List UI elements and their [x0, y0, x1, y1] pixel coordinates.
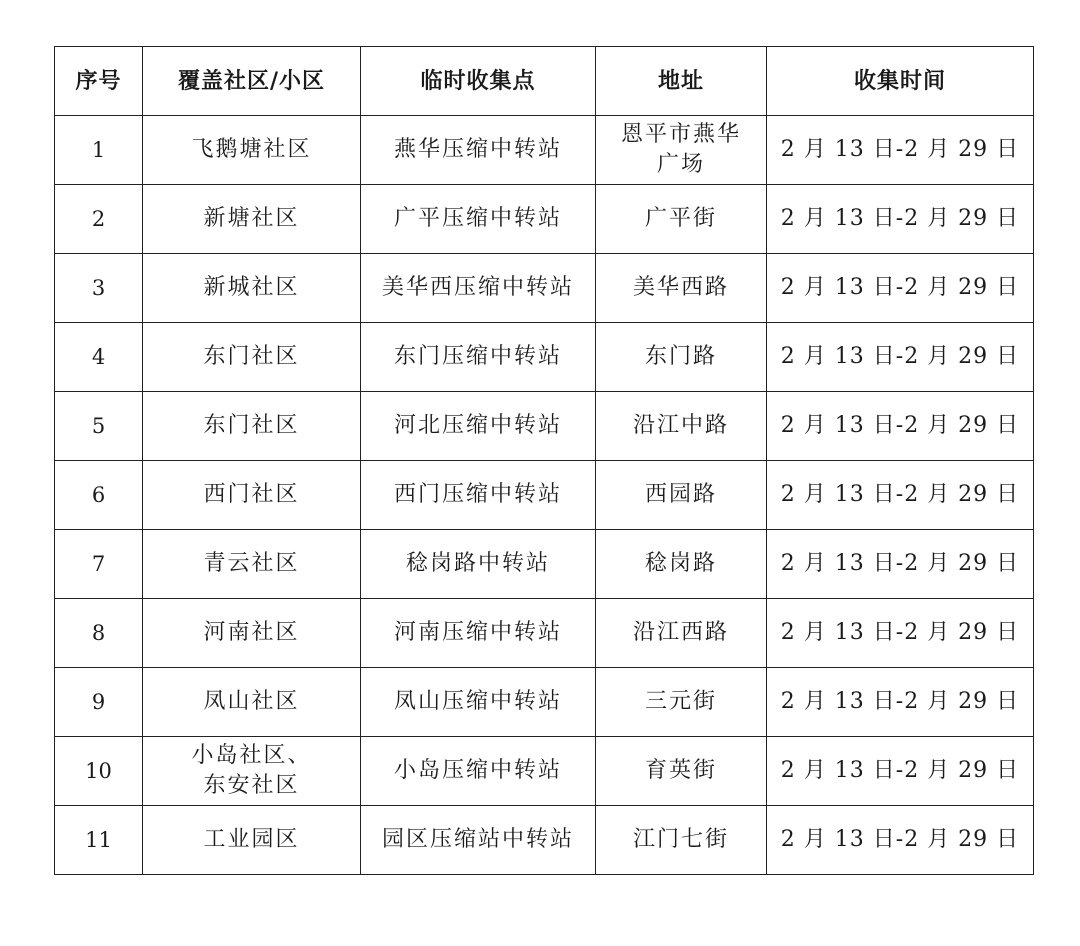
cell-address-text: 广平街: [644, 206, 717, 231]
cell-no: [55, 530, 143, 599]
cell-time: [767, 254, 1034, 323]
cell-address-text: 三元街: [644, 689, 717, 714]
cell-community: [143, 392, 361, 461]
cell-site: [361, 461, 596, 530]
cell-site-text: 河南压缩中转站: [393, 620, 562, 645]
cell-address: [596, 668, 767, 737]
table-row: [55, 530, 1034, 599]
cell-site-text: 东门压缩中转站: [393, 344, 562, 369]
cell-community-text: 西门社区: [203, 482, 300, 507]
header-time: 收集时间: [767, 47, 1034, 116]
cell-address: [596, 185, 767, 254]
cell-no-text: 10: [85, 758, 112, 783]
cell-time-text: 2 月 13 日-2 月 29 日: [780, 482, 1020, 507]
cell-address-text: 沿江西路: [632, 620, 729, 645]
cell-no-text: 11: [85, 827, 112, 852]
cell-address: [596, 323, 767, 392]
header-site: 临时收集点: [361, 47, 596, 116]
cell-community: [143, 323, 361, 392]
cell-address: [596, 806, 767, 875]
cell-no-text: 5: [91, 413, 106, 438]
header-community: 覆盖社区/小区: [143, 47, 361, 116]
cell-site: [361, 392, 596, 461]
cell-site: [361, 806, 596, 875]
cell-time: [767, 185, 1034, 254]
cell-community-text: 东门社区: [203, 344, 300, 369]
table-row: [55, 392, 1034, 461]
cell-time: [767, 392, 1034, 461]
cell-site-text: 美华西压缩中转站: [381, 275, 574, 300]
cell-time: [767, 737, 1034, 806]
cell-community: [143, 185, 361, 254]
cell-community-text: 东门社区: [203, 413, 300, 438]
table-row: [55, 806, 1034, 875]
cell-site: [361, 185, 596, 254]
cell-time: [767, 806, 1034, 875]
cell-address: [596, 116, 767, 185]
cell-community-text: 新城社区: [203, 275, 300, 300]
cell-site-text: 稔岗路中转站: [405, 551, 550, 576]
table-row: [55, 599, 1034, 668]
cell-site: [361, 599, 596, 668]
cell-time-text: 2 月 13 日-2 月 29 日: [780, 827, 1020, 852]
table-body: [55, 116, 1034, 875]
table-row: [55, 323, 1034, 392]
collection-points-table: [54, 46, 1034, 875]
cell-no-text: 8: [91, 620, 106, 645]
cell-time-text: 2 月 13 日-2 月 29 日: [780, 413, 1020, 438]
cell-site: [361, 323, 596, 392]
cell-no-text: 7: [91, 551, 106, 576]
table-row: [55, 668, 1034, 737]
cell-site-text: 燕华压缩中转站: [393, 137, 562, 162]
cell-community-text: 河南社区: [203, 620, 300, 645]
cell-time-text: 2 月 13 日-2 月 29 日: [780, 137, 1020, 162]
cell-address: [596, 737, 767, 806]
cell-community-text: 凤山社区: [203, 689, 300, 714]
cell-time-text: 2 月 13 日-2 月 29 日: [780, 206, 1020, 231]
table-header-row: [55, 47, 1034, 116]
table-row: [55, 737, 1034, 806]
cell-no: [55, 116, 143, 185]
cell-site-text: 西门压缩中转站: [393, 482, 562, 507]
cell-no: [55, 806, 143, 875]
cell-site: [361, 737, 596, 806]
cell-no-text: 6: [91, 482, 106, 507]
cell-community-text: 青云社区: [203, 551, 300, 576]
cell-community-text: 小岛社区、 东安社区: [191, 743, 312, 798]
cell-site-text: 园区压缩站中转站: [381, 827, 574, 852]
cell-time-text: 2 月 13 日-2 月 29 日: [780, 758, 1020, 783]
cell-time: [767, 323, 1034, 392]
table-row: [55, 254, 1034, 323]
cell-address-text: 育英街: [644, 758, 717, 783]
cell-community: [143, 461, 361, 530]
cell-site: [361, 116, 596, 185]
cell-no: [55, 323, 143, 392]
cell-site-text: 小岛压缩中转站: [393, 758, 562, 783]
table-row: [55, 185, 1034, 254]
cell-community: [143, 116, 361, 185]
cell-site-text: 凤山压缩中转站: [393, 689, 562, 714]
cell-no: [55, 254, 143, 323]
cell-community-text: 新塘社区: [203, 206, 300, 231]
cell-time-text: 2 月 13 日-2 月 29 日: [780, 344, 1020, 369]
cell-site: [361, 668, 596, 737]
cell-time-text: 2 月 13 日-2 月 29 日: [780, 620, 1020, 645]
cell-no: [55, 737, 143, 806]
cell-community-text: 工业园区: [203, 827, 300, 852]
header-no: 序号: [55, 47, 143, 116]
cell-time: [767, 668, 1034, 737]
cell-no: [55, 599, 143, 668]
cell-address: [596, 392, 767, 461]
cell-site: [361, 254, 596, 323]
table-row: [55, 116, 1034, 185]
cell-address-text: 稔岗路: [644, 551, 717, 576]
header-address: 地址: [596, 47, 767, 116]
cell-site-text: 广平压缩中转站: [393, 206, 562, 231]
table-row: [55, 461, 1034, 530]
cell-no-text: 3: [91, 275, 106, 300]
cell-site: [361, 530, 596, 599]
cell-time: [767, 461, 1034, 530]
cell-no: [55, 185, 143, 254]
cell-address: [596, 254, 767, 323]
cell-address-text: 西园路: [644, 482, 717, 507]
cell-time-text: 2 月 13 日-2 月 29 日: [780, 275, 1020, 300]
cell-address-text: 东门路: [644, 344, 717, 369]
cell-no-text: 9: [91, 689, 106, 714]
cell-address: [596, 599, 767, 668]
cell-address-text: 美华西路: [632, 275, 729, 300]
cell-address: [596, 530, 767, 599]
cell-no-text: 2: [91, 206, 106, 231]
cell-address-text: 恩平市燕华 广场: [620, 122, 741, 177]
cell-time: [767, 116, 1034, 185]
cell-community: [143, 254, 361, 323]
cell-community: [143, 668, 361, 737]
cell-time: [767, 530, 1034, 599]
cell-address-text: 沿江中路: [632, 413, 729, 438]
cell-community: [143, 806, 361, 875]
cell-address: [596, 461, 767, 530]
cell-site-text: 河北压缩中转站: [393, 413, 562, 438]
cell-no-text: 4: [91, 344, 106, 369]
cell-community: [143, 530, 361, 599]
cell-address-text: 江门七街: [632, 827, 729, 852]
cell-time-text: 2 月 13 日-2 月 29 日: [780, 551, 1020, 576]
cell-no: [55, 461, 143, 530]
cell-community: [143, 599, 361, 668]
cell-time: [767, 599, 1034, 668]
cell-no: [55, 392, 143, 461]
cell-time-text: 2 月 13 日-2 月 29 日: [780, 689, 1020, 714]
cell-no-text: 1: [91, 137, 106, 162]
cell-no: [55, 668, 143, 737]
cell-community: [143, 737, 361, 806]
cell-community-text: 飞鹅塘社区: [191, 137, 312, 162]
